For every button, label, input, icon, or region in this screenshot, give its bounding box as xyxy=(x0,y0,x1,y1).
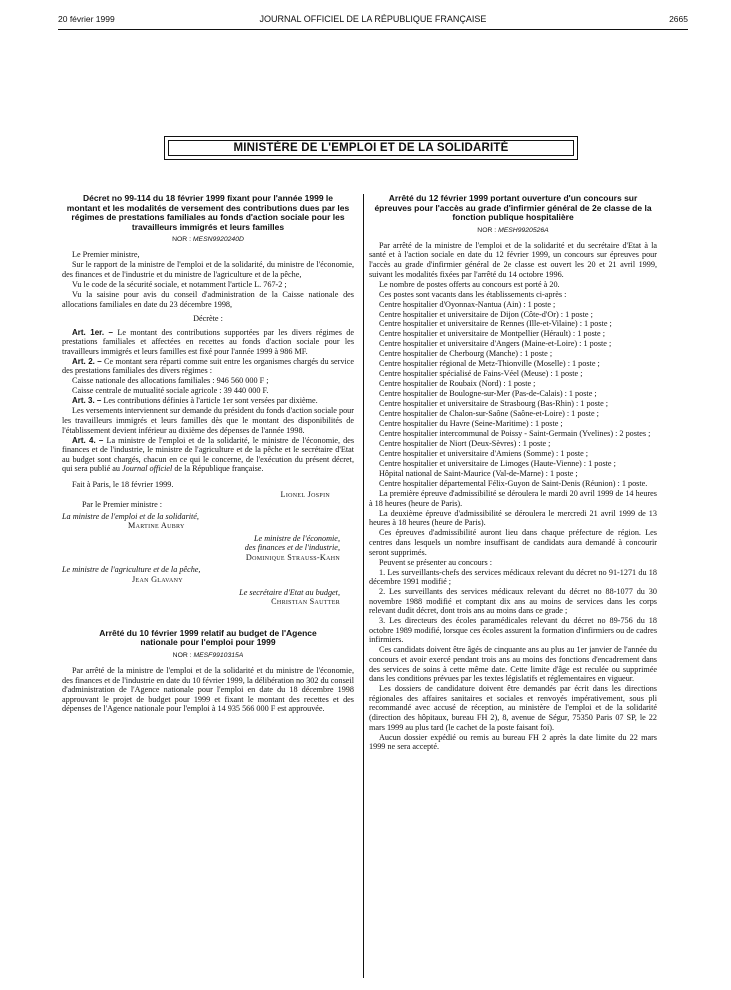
paragraph: Centre hospitalier et universitaire de Dijon (Côte-d'Or) : 1 poste ; xyxy=(379,309,593,319)
right-paragraphs xyxy=(369,241,657,752)
paragraph: Vu le code de la sécurité sociale, et notamment l'article L. 767-2 ; xyxy=(72,279,287,289)
minister-2-title-b: des finances et de l'industrie, xyxy=(244,543,340,553)
paragraph: Vu la saisine pour avis du conseil d'administration de la Caisse nationale des allocations familiales en date du 23 décembre 1998, xyxy=(62,289,354,309)
paragraph: Peuvent se présenter au concours : xyxy=(379,557,492,567)
arrete-anpe-title: Arrêté du 10 février 1999 relatif au budget de l'Agence nationale pour l'emploi pour 1999 xyxy=(99,627,317,648)
article-4-text: La ministre de l'emploi et de la solidarité, le ministre de l'économie, des finances et de l'industrie, le ministre de l'agriculture et de la pêche et le secrétaire d'Etat au budget sont chargés, chacun en ce qui le concerne, de l'exécution du présent décret, qui sera publié au xyxy=(62,435,355,474)
article-3-text: Les contributions définies à l'article 1er sont versées par dixième. xyxy=(103,396,318,406)
decrete-heading: Décrète : xyxy=(193,314,223,324)
article-3-paragraph: Les versements interviennent sur demande du président du fonds d'action sociale pour les travailleurs immigrés et leurs familles dès que le montant des disponibilités de l'établissement devient inférieur au dixième des dépenses de l'année 1998. xyxy=(62,406,354,435)
paragraph: Centre hospitalier départemental Félix-Guyon de Saint-Denis (Réunion) : 1 poste. xyxy=(379,479,648,489)
article-4 xyxy=(62,436,354,474)
paragraph: Centre hospitalier intercommunal de Poissy - Saint-Germain (Yvelines) : 2 postes ; xyxy=(379,429,651,439)
paragraph: Centre hospitalier et universitaire de Limoges (Haute-Vienne) : 1 poste ; xyxy=(379,459,616,469)
paragraph: Le nombre de postes offerts au concours est porté à 20. xyxy=(379,279,560,289)
left-column xyxy=(62,194,354,714)
minister-1-title: La ministre de l'emploi et de la solidarité, xyxy=(62,511,199,521)
arrete-anpe-nor-label: NOR : xyxy=(172,652,192,660)
ministry-box xyxy=(164,136,578,160)
paragraph: Les dossiers de candidature doivent être demandés par écrit dans les directions régionales des affaires sanitaires et sociales et renvoyés impérativement, sous pli recommandé avec accusé de réception, au ministère de l'emploi et de la solidarité (direction des hôpitaux, bureau FH 2), 8, avenue de Ségur, 75350 Paris 07 SP, le 22 mars 1999 au plus tard (le cachet de la poste faisant foi). xyxy=(369,684,657,732)
minister-1-name: Martine Aubry xyxy=(128,521,185,531)
decree-nor-label: NOR : xyxy=(172,236,191,244)
article-1 xyxy=(62,328,354,357)
paragraph: Centre hospitalier de Boulogne-sur-Mer (Pas-de-Calais) : 1 poste ; xyxy=(379,389,597,399)
paragraph: Ces postes sont vacants dans les établissements ci-après : xyxy=(379,289,567,299)
paragraph: Le Premier ministre, xyxy=(72,250,140,260)
header-journal: JOURNAL OFFICIEL DE LA RÉPUBLIQUE FRANÇAISE xyxy=(259,14,487,24)
article-4-label: Art. 4. – xyxy=(72,435,104,445)
paragraph: Sur le rapport de la ministre de l'emploi et de la solidarité, du ministre de l'économie, des finances et de l'industrie et du ministre de l'agriculture et de la pêche, xyxy=(62,260,354,279)
arrete-concours-title: Arrêté du 12 février 1999 portant ouverture d'un concours sur épreuves pour l'accès au grade d'infirmier général de 2e classe de la fonction publique hospitalière xyxy=(374,193,652,223)
article-2-item: Caisse centrale de mutualité sociale agricole : 39 440 000 F. xyxy=(72,386,269,396)
journal-officiel-ref: Journal officiel xyxy=(122,464,173,474)
minister-3-title: Le ministre de l'agriculture et de la pêche, xyxy=(62,565,201,575)
arrete-anpe-nor-code: MESF9910315A xyxy=(193,652,244,660)
article-3 xyxy=(62,396,354,406)
paragraph: Ces épreuves d'admissibilité auront lieu dans chaque préfecture de région. Les centres dans lesquels un nombre insuffisant de candidats aura demandé à concourir seront supprimés. xyxy=(369,528,657,557)
paragraph: Centre hospitalier d'Oyonnax-Nantua (Ain) : 1 poste ; xyxy=(379,299,556,309)
paragraph: Centre hospitalier de Chalon-sur-Saône (Saône-et-Loire) : 1 poste ; xyxy=(379,409,599,419)
paragraph: Centre hospitalier de Niort (Deux-Sèvres) : 1 poste ; xyxy=(379,439,551,449)
paragraph: Centre hospitalier de Roubaix (Nord) : 1 poste ; xyxy=(379,379,536,389)
header-page-number: 2665 xyxy=(669,14,688,24)
paragraph: Par arrêté de la ministre de l'emploi et de la solidarité et du secrétaire d'Etat à la santé et à l'action sociale en date du 12 février 1999, un concours sur épreuves pour l'accès au grade d'infirmier général de 2e classe est ouvert les 20 et 21 avril 1999, suivant les modalités fixées par l'arrêté du 14 octobre 1996. xyxy=(369,240,657,279)
minister-4-title: Le secrétaire d'Etat au budget, xyxy=(239,587,340,597)
paragraph: Hôpital national de Saint-Maurice (Val-de-Marne) : 1 poste ; xyxy=(379,469,578,479)
article-2 xyxy=(62,357,354,376)
paragraph: Aucun dossier expédié ou remis au bureau FH 2 après la date limite du 22 mars 1999 ne sera accepté. xyxy=(369,732,657,752)
paragraph: La deuxième épreuve d'admissibilité se déroulera le mercredi 21 avril 1999 de 13 heures à 18 heures (heure de Paris). xyxy=(369,508,657,528)
paragraph: Centre hospitalier régional de Metz-Thionville (Moselle) : 1 poste ; xyxy=(379,359,600,369)
minister-2-title-a: Le ministre de l'économie, xyxy=(253,533,340,543)
article-2-label: Art. 2. – xyxy=(72,356,102,366)
arrete-concours-nor-code: MESH9920526A xyxy=(498,226,549,234)
paragraph: Centre hospitalier de Cherbourg (Manche) : 1 poste ; xyxy=(379,349,553,359)
column-divider xyxy=(363,194,364,978)
minister-2-name: Dominique Strauss-Kahn xyxy=(245,552,340,562)
running-header xyxy=(58,14,688,28)
paragraph: Ces candidats doivent être âgés de cinquante ans au plus au 1er janvier de l'année du concours et avoir exercé pendant trois ans au moins des fonctions d'encadrement dans des services de soins à cette même date. Cette limite d'âge est reculée ou supprimée dans les conditions prévues par les textes législatifs et réglementaires en vigueur. xyxy=(369,645,657,684)
minister-4-name: Christian Sautter xyxy=(271,597,340,607)
arrete-anpe-nor xyxy=(62,651,354,660)
minister-3-name: Jean Glavany xyxy=(132,575,183,585)
paragraph: Centre hospitalier et universitaire de Montpellier (Hérault) : 1 poste ; xyxy=(379,329,605,339)
article-3-label: Art. 3. – xyxy=(72,396,102,406)
header-date: 20 février 1999 xyxy=(58,14,115,24)
paragraph: Centre hospitalier du Havre (Seine-Maritime) : 1 poste ; xyxy=(379,419,563,429)
decree-nor-code: MESN9920240D xyxy=(192,236,244,244)
paragraph: 3. Les directeurs des écoles paramédicales relevant du décret no 89-756 du 18 octobre 1989 modifié, lorsque ces écoles assurent la formation d'infirmiers ou de cadres infirmiers. xyxy=(369,616,657,645)
article-2-item: Caisse nationale des allocations familiales : 946 560 000 F ; xyxy=(72,376,269,386)
right-column xyxy=(369,194,657,752)
arrete-concours-nor xyxy=(369,226,657,235)
done-at: Fait à Paris, le 18 février 1999. xyxy=(72,480,174,490)
article-1-text: Le montant des contributions supportées par les divers régimes de prestations familiales et affectées en recettes au fonds d'action sociale pour les travailleurs immigrés et leurs familles est fixé pour l'année 1999 à 986 MF. xyxy=(62,327,355,356)
paragraph: Centre hospitalier et universitaire de Rennes (Ille-et-Vilaine) : 1 poste ; xyxy=(379,319,612,329)
paragraph: La première épreuve d'admissibilité se déroulera le mardi 20 avril 1999 de 14 heures à 18 heures (heure de Paris). xyxy=(369,489,657,508)
paragraph: Centre hospitalier et universitaire d'Angers (Maine-et-Loire) : 1 poste ; xyxy=(379,339,612,349)
paragraph: Centre hospitalier spécialisé de Fains-Véel (Meuse) : 1 poste ; xyxy=(379,369,583,379)
article-2-text: Ce montant sera réparti comme suit entre les organismes chargés du service des prestations familiales des divers régimes : xyxy=(62,356,355,376)
header-rule xyxy=(58,29,688,30)
paragraph: Centre hospitalier et universitaire d'Amiens (Somme) : 1 poste ; xyxy=(379,449,589,459)
decree-nor xyxy=(62,235,354,244)
paragraph: 1. Les surveillants-chefs des services médicaux relevant du décret no 91-1271 du 18 décembre 1991 modifié ; xyxy=(369,567,657,587)
ministry-title: MINISTÈRE DE L'EMPLOI ET DE LA SOLIDARITÉ xyxy=(168,140,574,156)
article-4-end: de la République française. xyxy=(174,464,264,474)
pm-by: Par le Premier ministre : xyxy=(82,499,163,509)
arrete-concours-nor-label: NOR : xyxy=(477,226,497,234)
paragraph: Centre hospitalier et universitaire de Strasbourg (Bas-Rhin) : 1 poste ; xyxy=(379,399,609,409)
decree-title: Décret no 99-114 du 18 février 1999 fixant pour l'année 1999 le montant et les modalités de versement des contributions dues par les régimes de prestations familiales au fonds d'action sociale pour les travailleurs immigrés et leurs familles xyxy=(66,193,350,232)
article-1-label: Art. 1er. – xyxy=(72,327,114,337)
pm-signature: Lionel Jospin xyxy=(280,490,330,500)
paragraph: 2. Les surveillants des services médicaux relevant du décret no 88-1077 du 30 novembre 1988 modifié et comptant dix ans au moins de services dans les corps relevant dudit décret, dont trois ans au moins dans ce grade ; xyxy=(369,587,657,616)
arrete-anpe-text: Par arrêté de la ministre de l'emploi et de la solidarité et du ministre de l'économie, des finances et de l'industrie en date du 10 février 1999, la délibération no 302 du conseil d'administration de l'Agence nationale pour l'emploi en date du 18 décembre 1998 approuvant le projet de budget pour 1999 et fixant le montant des recettes et des dépenses de l'Agence nationale pour l'emploi à 14 935 566 000 F est approuvée. xyxy=(62,666,354,714)
